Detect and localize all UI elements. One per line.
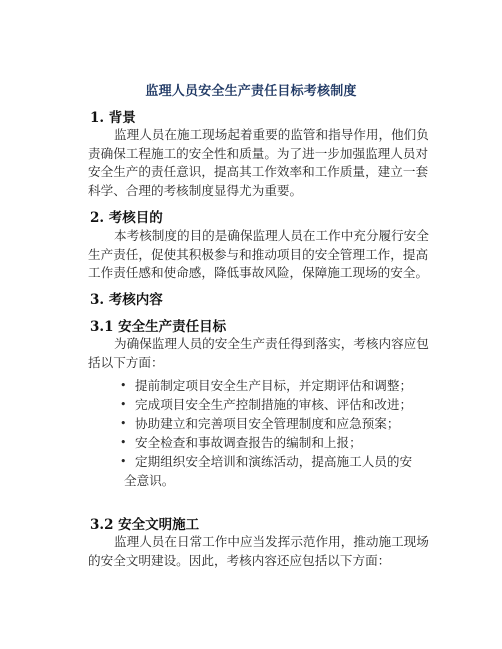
paragraph-line: 为确保监理人员的安全生产责任得到落实，考核内容应包 xyxy=(114,336,429,351)
list-item xyxy=(88,376,433,395)
subsection-paragraph-targets xyxy=(88,335,433,372)
bullet-icon: • xyxy=(120,417,127,430)
paragraph-line: 本考核制度的目的是确保监理人员在工作中充分履行安全 xyxy=(114,228,429,243)
paragraph-line: 的安全文明建设。因此，考核内容还应包括以下方面： xyxy=(88,552,391,568)
paragraph-line: 监理人员在日常工作中应当发挥示范作用，推动施工现场 xyxy=(114,534,429,549)
list-item-continuation: 全意识。 xyxy=(124,473,175,488)
bullet-icon: • xyxy=(120,436,127,449)
subsection-heading-targets: 3.1 安全生产责任目标 xyxy=(90,319,227,335)
list-item xyxy=(88,414,433,433)
paragraph-line: 括以下方面： xyxy=(88,354,164,370)
bullet-icon: • xyxy=(120,398,127,411)
paragraph-line: 生产责任，促使其积极参与和推动项目的安全管理工作，提高 xyxy=(88,246,429,262)
list-item-text: 安全检查和事故调查报告的编制和上报； xyxy=(135,435,362,450)
section-paragraph-background xyxy=(88,126,433,200)
paragraph-line: 责确保工程施工的安全性和质量。为了进一步加强监理人员对 xyxy=(88,145,429,161)
list-item xyxy=(88,452,433,490)
bullet-list-targets xyxy=(88,376,433,490)
bullet-icon: • xyxy=(120,455,127,468)
paragraph-line: 监理人员在施工现场起着重要的监管和指导作用，他们负 xyxy=(114,127,429,142)
document-title: 监理人员安全生产责任目标考核制度 xyxy=(145,84,357,99)
list-item-text: 完成项目安全生产控制措施的审核、评估和改进； xyxy=(135,397,413,412)
list-item-text: 提前制定项目安全生产目标，并定期评估和调整； xyxy=(135,378,413,393)
list-item-text: 协助建立和完善项目安全管理制度和应急预案； xyxy=(135,416,400,431)
paragraph-line: 科学、合理的考核制度显得尤为重要。 xyxy=(88,182,303,198)
section-heading-background: 1. 背景 xyxy=(90,110,136,126)
subsection-heading-civilized: 3.2 安全文明施工 xyxy=(90,517,200,533)
section-heading-content: 3. 考核内容 xyxy=(90,292,163,308)
list-item-text: 定期组织安全培训和演练活动，提高施工人员的安 xyxy=(135,454,413,469)
list-item xyxy=(88,395,433,414)
paragraph-line: 工作责任感和使命感，降低事故风险，保障施工现场的安全。 xyxy=(88,265,429,281)
section-paragraph-purpose xyxy=(88,227,433,283)
subsection-paragraph-civilized xyxy=(88,533,433,570)
bullet-icon: • xyxy=(120,379,127,392)
list-item xyxy=(88,433,433,452)
section-heading-purpose: 2. 考核目的 xyxy=(90,210,163,226)
paragraph-line: 安全生产的责任意识，提高其工作效率和工作质量，建立一套 xyxy=(88,164,429,180)
